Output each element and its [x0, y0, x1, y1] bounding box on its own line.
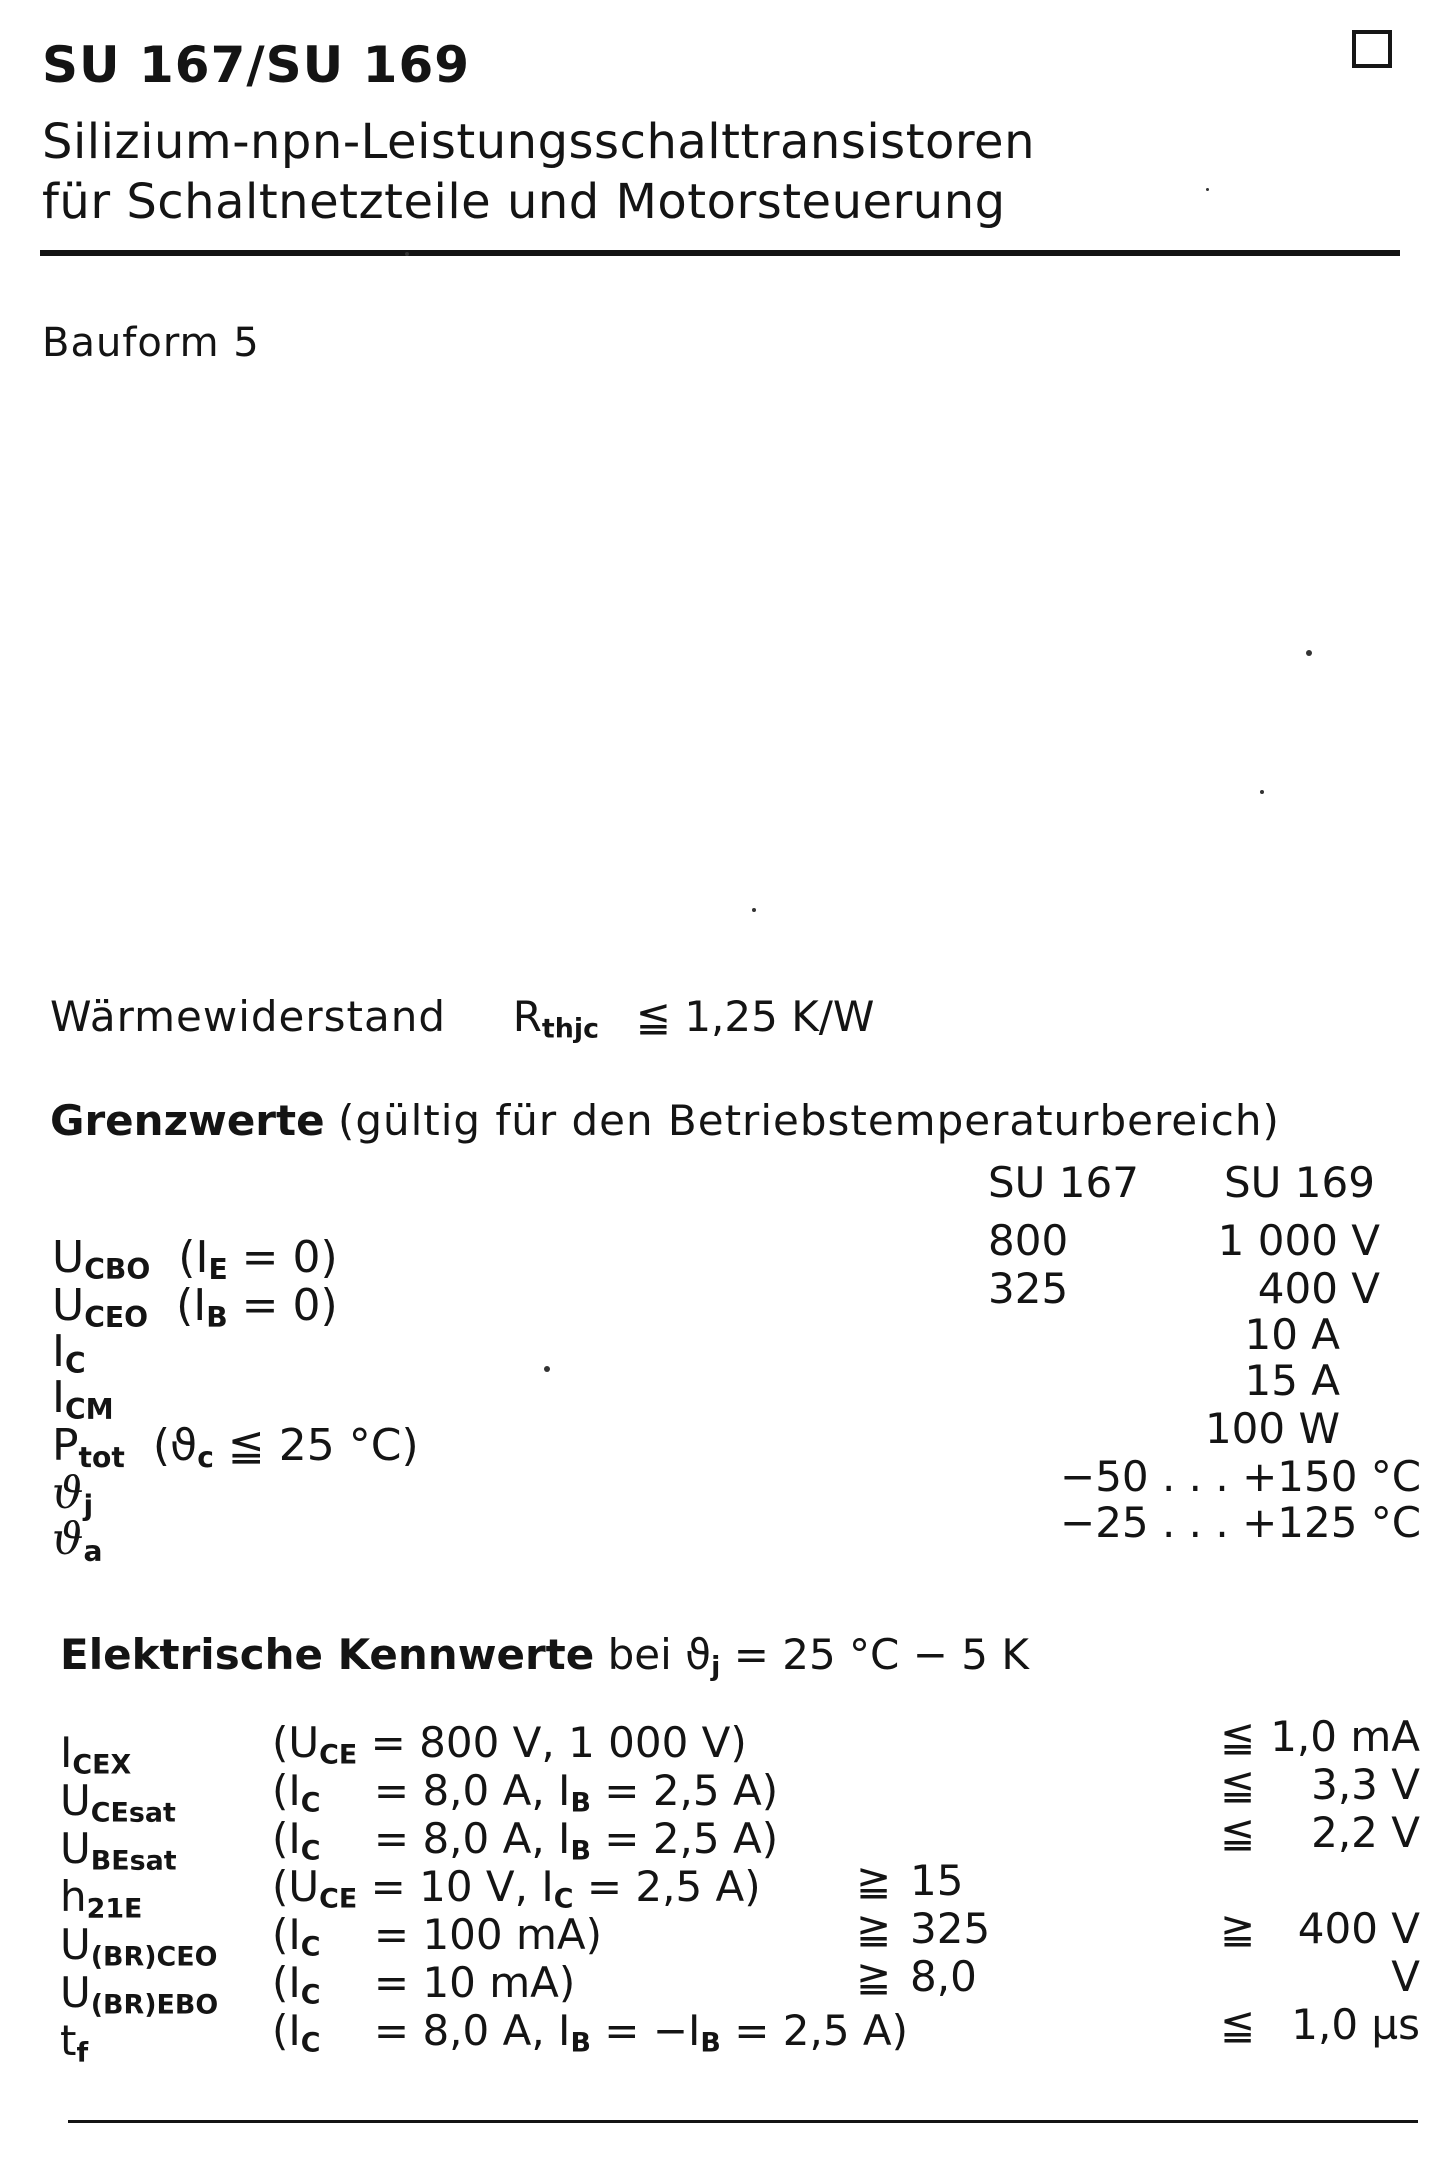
electrical-min-relation: ≧: [856, 1904, 892, 1953]
limit-value-su169: 400 V: [1257, 1264, 1380, 1313]
electrical-condition-open: (I: [272, 1766, 301, 1815]
limit-symbol: [52, 1372, 114, 1426]
limits-col-su167: SU 167: [988, 1158, 1139, 1207]
electrical-max-value: 1,0 mA: [1270, 1712, 1420, 1761]
electrical-max-value: 1,0 µs: [1291, 2000, 1420, 2049]
footer-divider: [68, 2120, 1418, 2123]
limit-condition: [178, 1232, 338, 1287]
limit-value-shared: −25 . . . +125 °C: [1060, 1498, 1422, 1547]
limit-condition-open: (ϑ: [152, 1420, 198, 1471]
electrical-symbol-main: U: [60, 1824, 91, 1873]
thermal-symbol: R: [512, 992, 542, 1041]
electrical-symbol-sub: CEX: [72, 1749, 132, 1781]
electrical-condition-rest: = 2,5 A): [590, 1766, 779, 1815]
electrical-symbol: [60, 1920, 217, 1973]
electrical-max-value: 3,3 V: [1311, 1760, 1420, 1809]
limit-condition-open: (I: [176, 1280, 207, 1331]
electrical-symbol-main: U: [60, 1920, 91, 1969]
electrical-condition-rest: = 800 V, 1 000 V): [357, 1718, 747, 1767]
limit-symbol: [52, 1280, 338, 1334]
electrical-min-value: 8,0: [910, 1952, 977, 2001]
limit-symbol-sub: j: [83, 1489, 94, 1523]
electrical-symbol-sub: BEsat: [90, 1845, 177, 1877]
electrical-condition-sub: B: [700, 2027, 721, 2059]
electrical-condition-sub: C: [300, 1979, 321, 2011]
limit-symbol: [52, 1232, 338, 1286]
limit-symbol-main: ϑ: [52, 1514, 84, 1565]
electrical-symbol-main: U: [60, 1968, 91, 2017]
limit-condition-rest: = 0): [227, 1232, 338, 1283]
electrical-condition-sub: C: [300, 1835, 321, 1867]
limit-condition-open: (I: [178, 1232, 209, 1283]
electrical-condition-open: (I: [272, 2006, 301, 2055]
electrical-condition-open: (I: [272, 1814, 301, 1863]
limits-heading-bold: Grenzwerte: [50, 1096, 325, 1145]
electrical-condition-open: (U: [272, 1862, 320, 1911]
electrical-heading-rest: bei ϑ: [607, 1630, 712, 1679]
electrical-condition-open: (I: [272, 1958, 301, 2007]
electrical-condition-rest: = 8,0 A, I: [320, 1814, 571, 1863]
limit-value-shared: 10 A: [1244, 1310, 1340, 1359]
limit-symbol-sub: C: [64, 1347, 86, 1381]
electrical-condition-rest: = 8,0 A, I: [320, 2006, 571, 2055]
electrical-condition-sub: B: [570, 2027, 591, 2059]
electrical-condition-rest: = −I: [590, 2006, 701, 2055]
limits-col-su169: SU 169: [1224, 1158, 1375, 1207]
electrical-heading: [60, 1630, 1029, 1683]
electrical-max-relation: ≦: [1220, 1808, 1256, 1857]
limit-condition-sub: B: [206, 1301, 228, 1335]
electrical-symbol-sub: CEsat: [90, 1797, 176, 1829]
limit-condition: [152, 1420, 419, 1475]
electrical-max-relation: ≦: [1220, 2000, 1256, 2049]
electrical-condition-sub: B: [570, 1835, 591, 1867]
electrical-symbol-main: U: [60, 1776, 91, 1825]
electrical-condition: [272, 1862, 761, 1915]
limit-symbol: [52, 1514, 102, 1568]
electrical-condition-rest: = 100 mA): [320, 1910, 603, 1959]
subtitle-line-1: Silizium-npn-Leistungsschalttransistoren: [42, 114, 1036, 170]
electrical-condition-sub: CE: [319, 1883, 358, 1915]
electrical-condition: [272, 1718, 747, 1771]
electrical-min-relation: ≧: [856, 1952, 892, 2001]
electrical-symbol-sub: (BR)CEO: [90, 1941, 218, 1973]
limit-condition-rest: ≦ 25 °C): [213, 1420, 419, 1471]
limit-symbol-sub: CEO: [84, 1301, 149, 1335]
limit-symbol-main: U: [52, 1232, 85, 1283]
electrical-max-relation: ≦: [1220, 1712, 1256, 1761]
header-divider: [40, 250, 1400, 256]
limit-value-shared: 15 A: [1244, 1356, 1340, 1405]
electrical-min-value: 15: [910, 1856, 964, 1905]
electrical-min-relation: ≧: [856, 1856, 892, 1905]
electrical-heading-tail: = 25 °C − 5 K: [720, 1630, 1029, 1679]
limit-symbol-main: U: [52, 1280, 85, 1331]
electrical-condition-sub: CE: [319, 1739, 358, 1771]
thermal-label: Wärmewiderstand: [50, 992, 447, 1041]
thermal-resistance-row: [50, 992, 874, 1045]
electrical-symbol-main: I: [60, 1728, 73, 1777]
limit-symbol: [52, 1420, 419, 1474]
limit-symbol-main: I: [52, 1326, 65, 1377]
limit-symbol-sub: CBO: [84, 1253, 151, 1287]
electrical-symbol-sub: (BR)EBO: [90, 1989, 219, 2021]
electrical-symbol-main: h: [60, 1872, 87, 1921]
limit-symbol-sub: a: [83, 1535, 103, 1569]
electrical-condition-sub: C: [300, 2027, 321, 2059]
limit-symbol-main: P: [52, 1420, 79, 1471]
thermal-value: 1,25 K/W: [684, 992, 875, 1041]
electrical-symbol: [60, 1872, 142, 1925]
limit-symbol-sub: CM: [64, 1393, 114, 1427]
limit-value-shared: 100 W: [1204, 1404, 1340, 1453]
electrical-condition-rest: = 10 mA): [320, 1958, 576, 2007]
electrical-max-relation: ≧: [1220, 1904, 1256, 1953]
limit-condition-sub: E: [208, 1253, 228, 1287]
page-title: SU 167/SU 169: [42, 36, 471, 94]
electrical-symbol: [60, 1728, 131, 1781]
electrical-symbol-sub: f: [76, 2037, 89, 2069]
electrical-max-relation: ≦: [1220, 1760, 1256, 1809]
limits-heading: [50, 1096, 1280, 1145]
electrical-max-value: 2,2 V: [1311, 1808, 1420, 1857]
electrical-symbol: [60, 1824, 177, 1877]
electrical-condition-sub: C: [553, 1883, 574, 1915]
electrical-condition-rest: = 2,5 A): [573, 1862, 761, 1911]
electrical-condition-rest: = 8,0 A, I: [320, 1766, 571, 1815]
electrical-min-value: 325: [910, 1904, 991, 1953]
limit-condition: [176, 1280, 338, 1335]
electrical-max-value: 400 V: [1297, 1904, 1420, 1953]
limit-condition-rest: = 0): [227, 1280, 338, 1331]
limit-value-shared: −50 . . . +150 °C: [1060, 1452, 1422, 1501]
electrical-max-value: V: [1391, 1952, 1420, 2001]
electrical-heading-bold: Elektrische Kennwerte: [60, 1630, 595, 1679]
limit-value-su167: 800: [988, 1216, 1069, 1265]
electrical-condition: [272, 1814, 778, 1867]
electrical-heading-sub: j: [711, 1651, 721, 1683]
limit-symbol-sub: tot: [78, 1441, 125, 1475]
electrical-condition-rest: = 2,5 A): [590, 1814, 779, 1863]
electrical-condition: [272, 1910, 602, 1963]
electrical-condition-sub: C: [300, 1931, 321, 1963]
electrical-condition-open: (I: [272, 1910, 301, 1959]
electrical-condition-sub: C: [300, 1787, 321, 1819]
electrical-symbol: [60, 1968, 218, 2021]
electrical-condition: [272, 2006, 908, 2059]
electrical-symbol: [60, 2016, 88, 2069]
thermal-symbol-sub: thjc: [541, 1013, 600, 1045]
checkbox-square-icon: [1352, 30, 1392, 68]
electrical-condition: [272, 1958, 575, 2011]
thermal-relation: ≦: [635, 992, 671, 1041]
limits-heading-rest: (gültig für den Betriebstemperaturbereich): [337, 1096, 1280, 1145]
package-label: Bauform 5: [42, 320, 260, 366]
electrical-condition-sub: B: [570, 1787, 591, 1819]
subtitle-line-2: für Schaltnetzteile und Motorsteuerung: [42, 174, 1006, 230]
limit-value-su169: 1 000 V: [1217, 1216, 1380, 1265]
limit-condition-sub: c: [197, 1441, 214, 1475]
electrical-condition-rest: = 2,5 A): [720, 2006, 909, 2055]
limit-symbol-main: I: [52, 1372, 65, 1423]
electrical-condition: [272, 1766, 778, 1819]
electrical-symbol: [60, 1776, 176, 1829]
electrical-condition-open: (U: [272, 1718, 320, 1767]
limit-symbol-main: ϑ: [52, 1468, 84, 1519]
electrical-symbol-sub: 21E: [86, 1893, 143, 1925]
electrical-condition-rest: = 10 V, I: [357, 1862, 554, 1911]
electrical-symbol-main: t: [60, 2016, 77, 2065]
limit-value-su167: 325: [988, 1264, 1069, 1313]
